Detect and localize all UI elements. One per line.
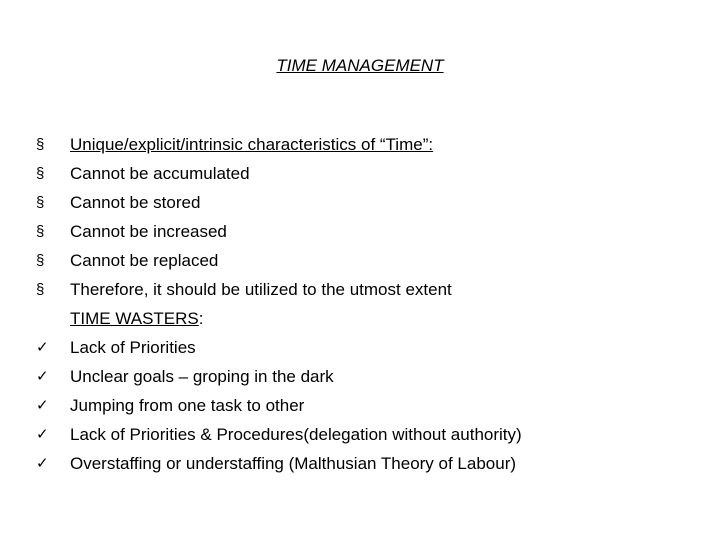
checkmark-bullet-icon: ✓: [36, 397, 49, 414]
list-item-text: Overstaffing or understaffing (Malthusian Theory of Labour): [70, 454, 517, 473]
time-wasters-colon: :: [198, 309, 204, 328]
list-item: [36, 449, 696, 478]
characteristics-heading: Unique/explicit/intrinsic characteristics of “Time”:: [70, 135, 434, 154]
list-item: [36, 420, 696, 449]
list-item: [36, 391, 696, 420]
square-bullet-icon: §: [36, 281, 45, 298]
list-item: [36, 333, 696, 362]
list-item-text: Jumping from one task to other: [70, 396, 305, 415]
list-item-text: Lack of Priorities: [70, 338, 196, 357]
list-item-text: Cannot be increased: [70, 222, 227, 241]
square-bullet-icon: §: [36, 165, 45, 182]
list-item: [36, 130, 696, 159]
list-item: [36, 275, 696, 304]
checkmark-bullet-icon: ✓: [36, 368, 49, 385]
bullet-list: [36, 130, 696, 478]
square-bullet-icon: §: [36, 223, 45, 240]
checkmark-bullet-icon: ✓: [36, 455, 49, 472]
list-item: [36, 217, 696, 246]
list-item: [36, 246, 696, 275]
list-item-text: Cannot be stored: [70, 193, 201, 212]
square-bullet-icon: §: [36, 252, 45, 269]
list-item: [36, 188, 696, 217]
time-wasters-heading: [70, 304, 204, 333]
list-item-text: Lack of Priorities & Procedures(delegation without authority): [70, 425, 522, 444]
checkmark-bullet-icon: ✓: [36, 426, 49, 443]
list-item-text: Cannot be replaced: [70, 251, 219, 270]
square-bullet-icon: §: [36, 194, 45, 211]
list-item: [36, 159, 696, 188]
page-title: TIME MANAGEMENT: [276, 56, 444, 75]
checkmark-bullet-icon: ✓: [36, 339, 49, 356]
time-wasters-label: TIME WASTERS: [70, 309, 199, 328]
list-item-text: Cannot be accumulated: [70, 164, 250, 183]
list-item: [36, 362, 696, 391]
square-bullet-icon: §: [36, 136, 45, 153]
list-item-text: Therefore, it should be utilized to the utmost extent: [70, 280, 452, 299]
list-item-heading: [36, 304, 696, 333]
list-item-text: Unclear goals – groping in the dark: [70, 367, 334, 386]
